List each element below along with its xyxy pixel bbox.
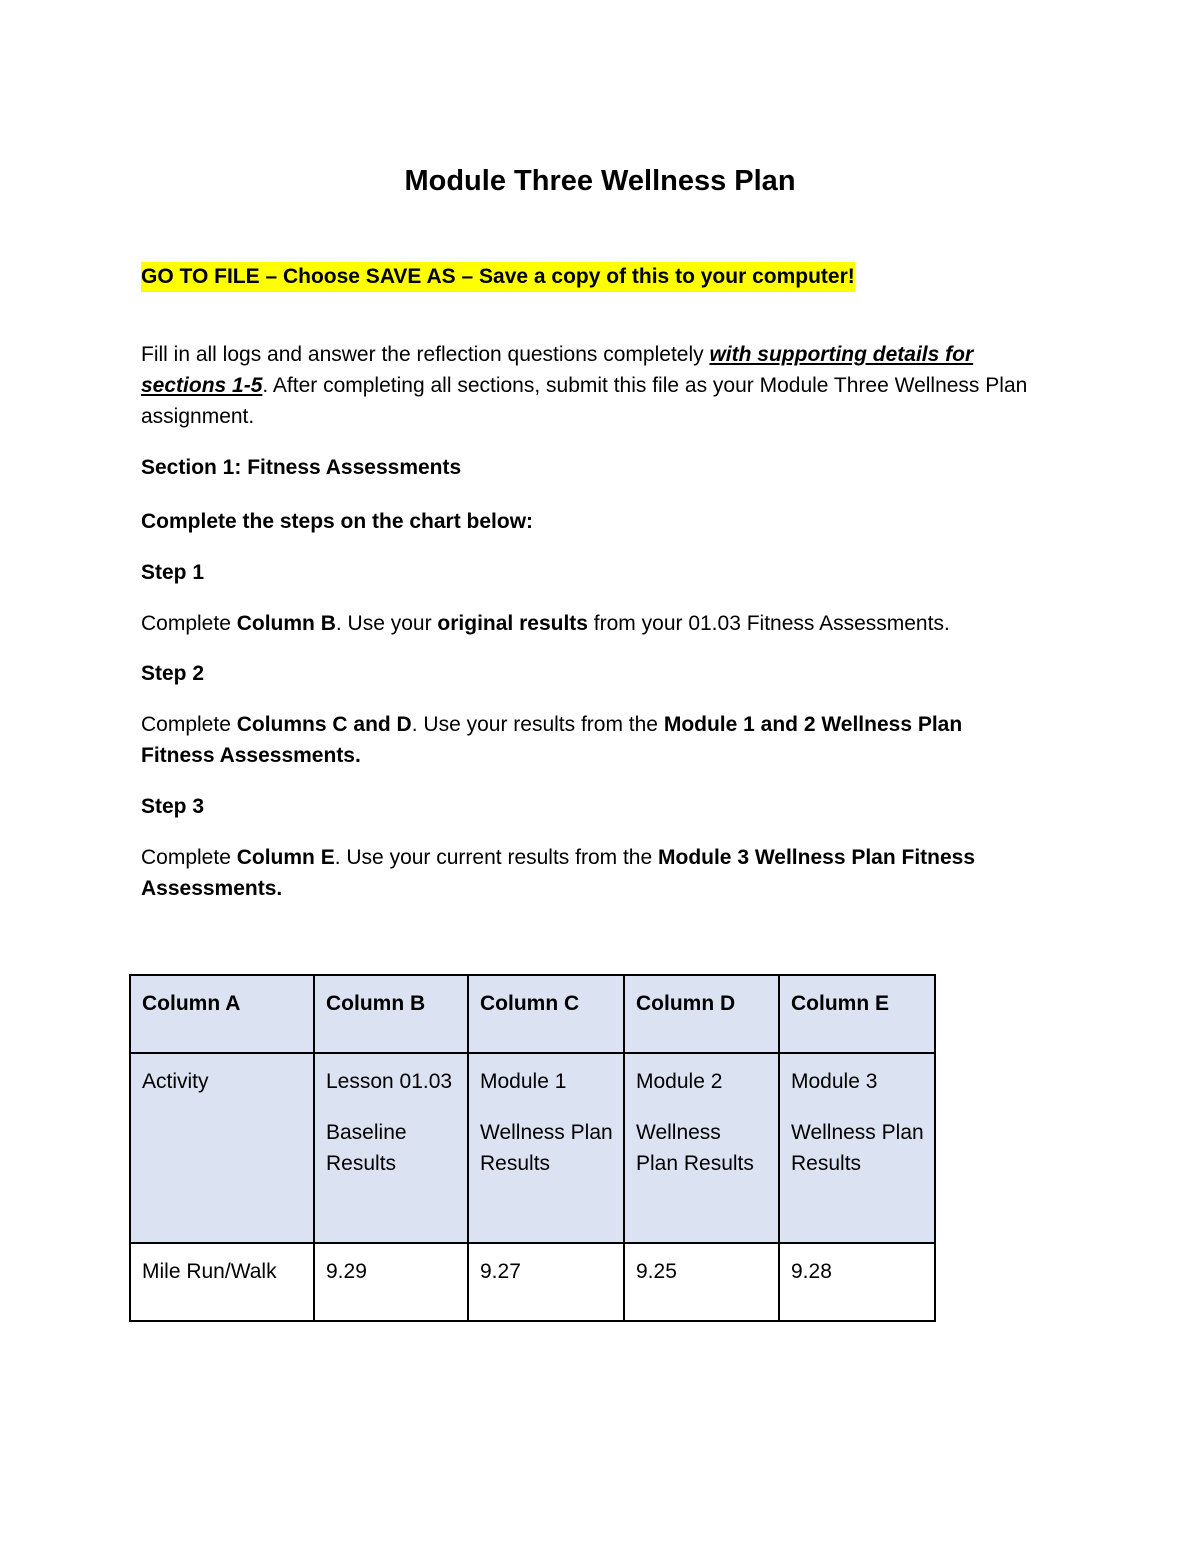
step-3-text-a: Complete [141, 846, 237, 869]
intro-emphasis: with supporting details for sections 1-5 [141, 343, 974, 397]
step-3-bold-a: Column E [236, 846, 335, 869]
value-cell: 9.27 [468, 1243, 624, 1321]
subheader-line: Wellness Plan Results [480, 1121, 613, 1175]
subheader-line: Wellness Plan Results [791, 1121, 924, 1175]
step-2-text [141, 709, 1021, 771]
intro-text-end: . After completing all sections, submit this file as your Module Three Wellness Plan assignment. [141, 374, 1028, 428]
step-3-text-b: . Use your current results from the [334, 846, 658, 869]
step-1-text [141, 608, 1081, 639]
fitness-assessment-table [129, 974, 936, 1322]
header-cell: Column B [314, 975, 468, 1053]
subheader-line: Lesson 01.03 [326, 1070, 453, 1093]
table-subheader-row [130, 1053, 935, 1243]
subheader-line: Module 1 [480, 1070, 567, 1093]
subheader-cell [468, 1053, 624, 1243]
header-cell: Column D [624, 975, 779, 1053]
value-cell: 9.29 [314, 1243, 468, 1321]
subheader-cell [314, 1053, 468, 1243]
activity-cell: Mile Run/Walk [130, 1243, 314, 1321]
subheader-line: Activity [142, 1070, 209, 1093]
step-1-text-b: . Use your [335, 612, 438, 635]
subheader-cell [130, 1053, 314, 1243]
subheader-line: Wellness Plan Results [636, 1121, 754, 1175]
step-3-label: Step 3 [141, 795, 205, 818]
step-2-bold-a: Columns C and D [236, 713, 412, 736]
step-2-label: Step 2 [141, 662, 205, 685]
step-1-label: Step 1 [141, 561, 205, 584]
step-1-text-a: Complete [141, 612, 237, 635]
section-heading: Section 1: Fitness Assessments [141, 456, 462, 479]
value-cell: 9.25 [624, 1243, 779, 1321]
subheader-line: Module 3 [791, 1070, 878, 1093]
step-2-bold-b: Module 1 and 2 Wellness Plan Fitness Assessments. [141, 713, 963, 767]
subheader-line: Module 2 [636, 1070, 723, 1093]
document-title: Module Three Wellness Plan [404, 165, 796, 197]
intro-text-start: Fill in all logs and answer the reflection questions completely [141, 343, 710, 366]
step-1-bold-a: Column B [236, 612, 336, 635]
subheader-cell [779, 1053, 935, 1243]
step-3-text [141, 842, 1011, 904]
header-cell: Column A [130, 975, 314, 1053]
table-row [130, 1243, 935, 1321]
step-1-bold-b: original results [437, 612, 588, 635]
step-2-text-a: Complete [141, 713, 237, 736]
save-instruction-banner: GO TO FILE – Choose SAVE AS – Save a copy of this to your computer! [141, 262, 855, 292]
step-2-text-b: . Use your results from the [411, 713, 664, 736]
header-cell: Column E [779, 975, 935, 1053]
step-3-bold-b: Module 3 Wellness Plan Fitness Assessments. [141, 846, 976, 900]
intro-paragraph [141, 339, 1061, 432]
table-header-row [130, 975, 935, 1053]
subheader-line: Baseline Results [326, 1121, 407, 1175]
subheader-cell [624, 1053, 779, 1243]
value-cell: 9.28 [779, 1243, 935, 1321]
header-cell: Column C [468, 975, 624, 1053]
step-1-text-c: from your 01.03 Fitness Assessments. [587, 612, 950, 635]
chart-instruction: Complete the steps on the chart below: [141, 510, 534, 533]
